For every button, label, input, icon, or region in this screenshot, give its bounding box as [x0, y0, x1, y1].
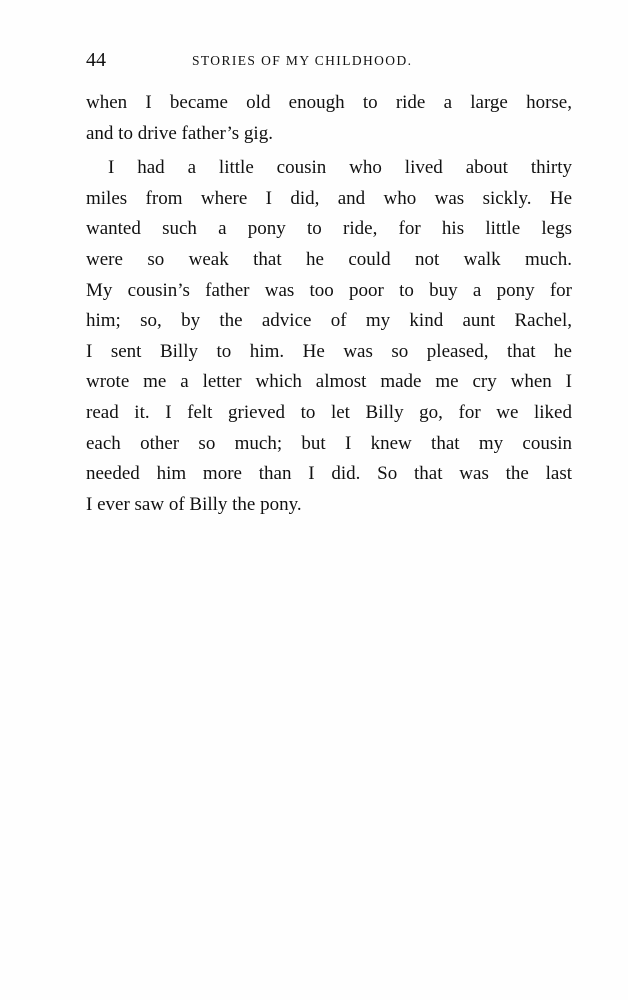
page-number: 44 [86, 49, 106, 71]
text-line: I ever saw of Billy the pony. [86, 493, 302, 515]
running-title: STORIES OF MY CHILDHOOD. [192, 53, 413, 68]
text-line: him; so, by the advice of my kind aunt Rachel, [86, 310, 572, 332]
text-line: and to drive father’s gig. [86, 122, 273, 144]
text-line: wrote me a letter which almost made me cry when I [86, 371, 572, 393]
paragraph-1 [86, 88, 572, 149]
running-head [86, 46, 572, 74]
text-line: each other so much; but I knew that my cousin [86, 432, 572, 454]
text-line: wanted such a pony to ride, for his little legs [86, 218, 572, 240]
paragraph-2 [86, 153, 572, 520]
text-line: I had a little cousin who lived about thirty [108, 157, 572, 179]
text-line: read it. I felt grieved to let Billy go, for we liked [86, 401, 572, 423]
text-line: miles from where I did, and who was sickly. He [86, 187, 572, 209]
text-line: My cousin’s father was too poor to buy a pony for [86, 279, 572, 301]
text-line: when I became old enough to ride a large horse, [86, 92, 572, 113]
body-text [86, 88, 572, 520]
text-line: needed him more than I did. So that was the last [86, 463, 572, 485]
text-line: were so weak that he could not walk much. [86, 248, 572, 270]
text-line: I sent Billy to him. He was so pleased, that he [86, 340, 572, 362]
